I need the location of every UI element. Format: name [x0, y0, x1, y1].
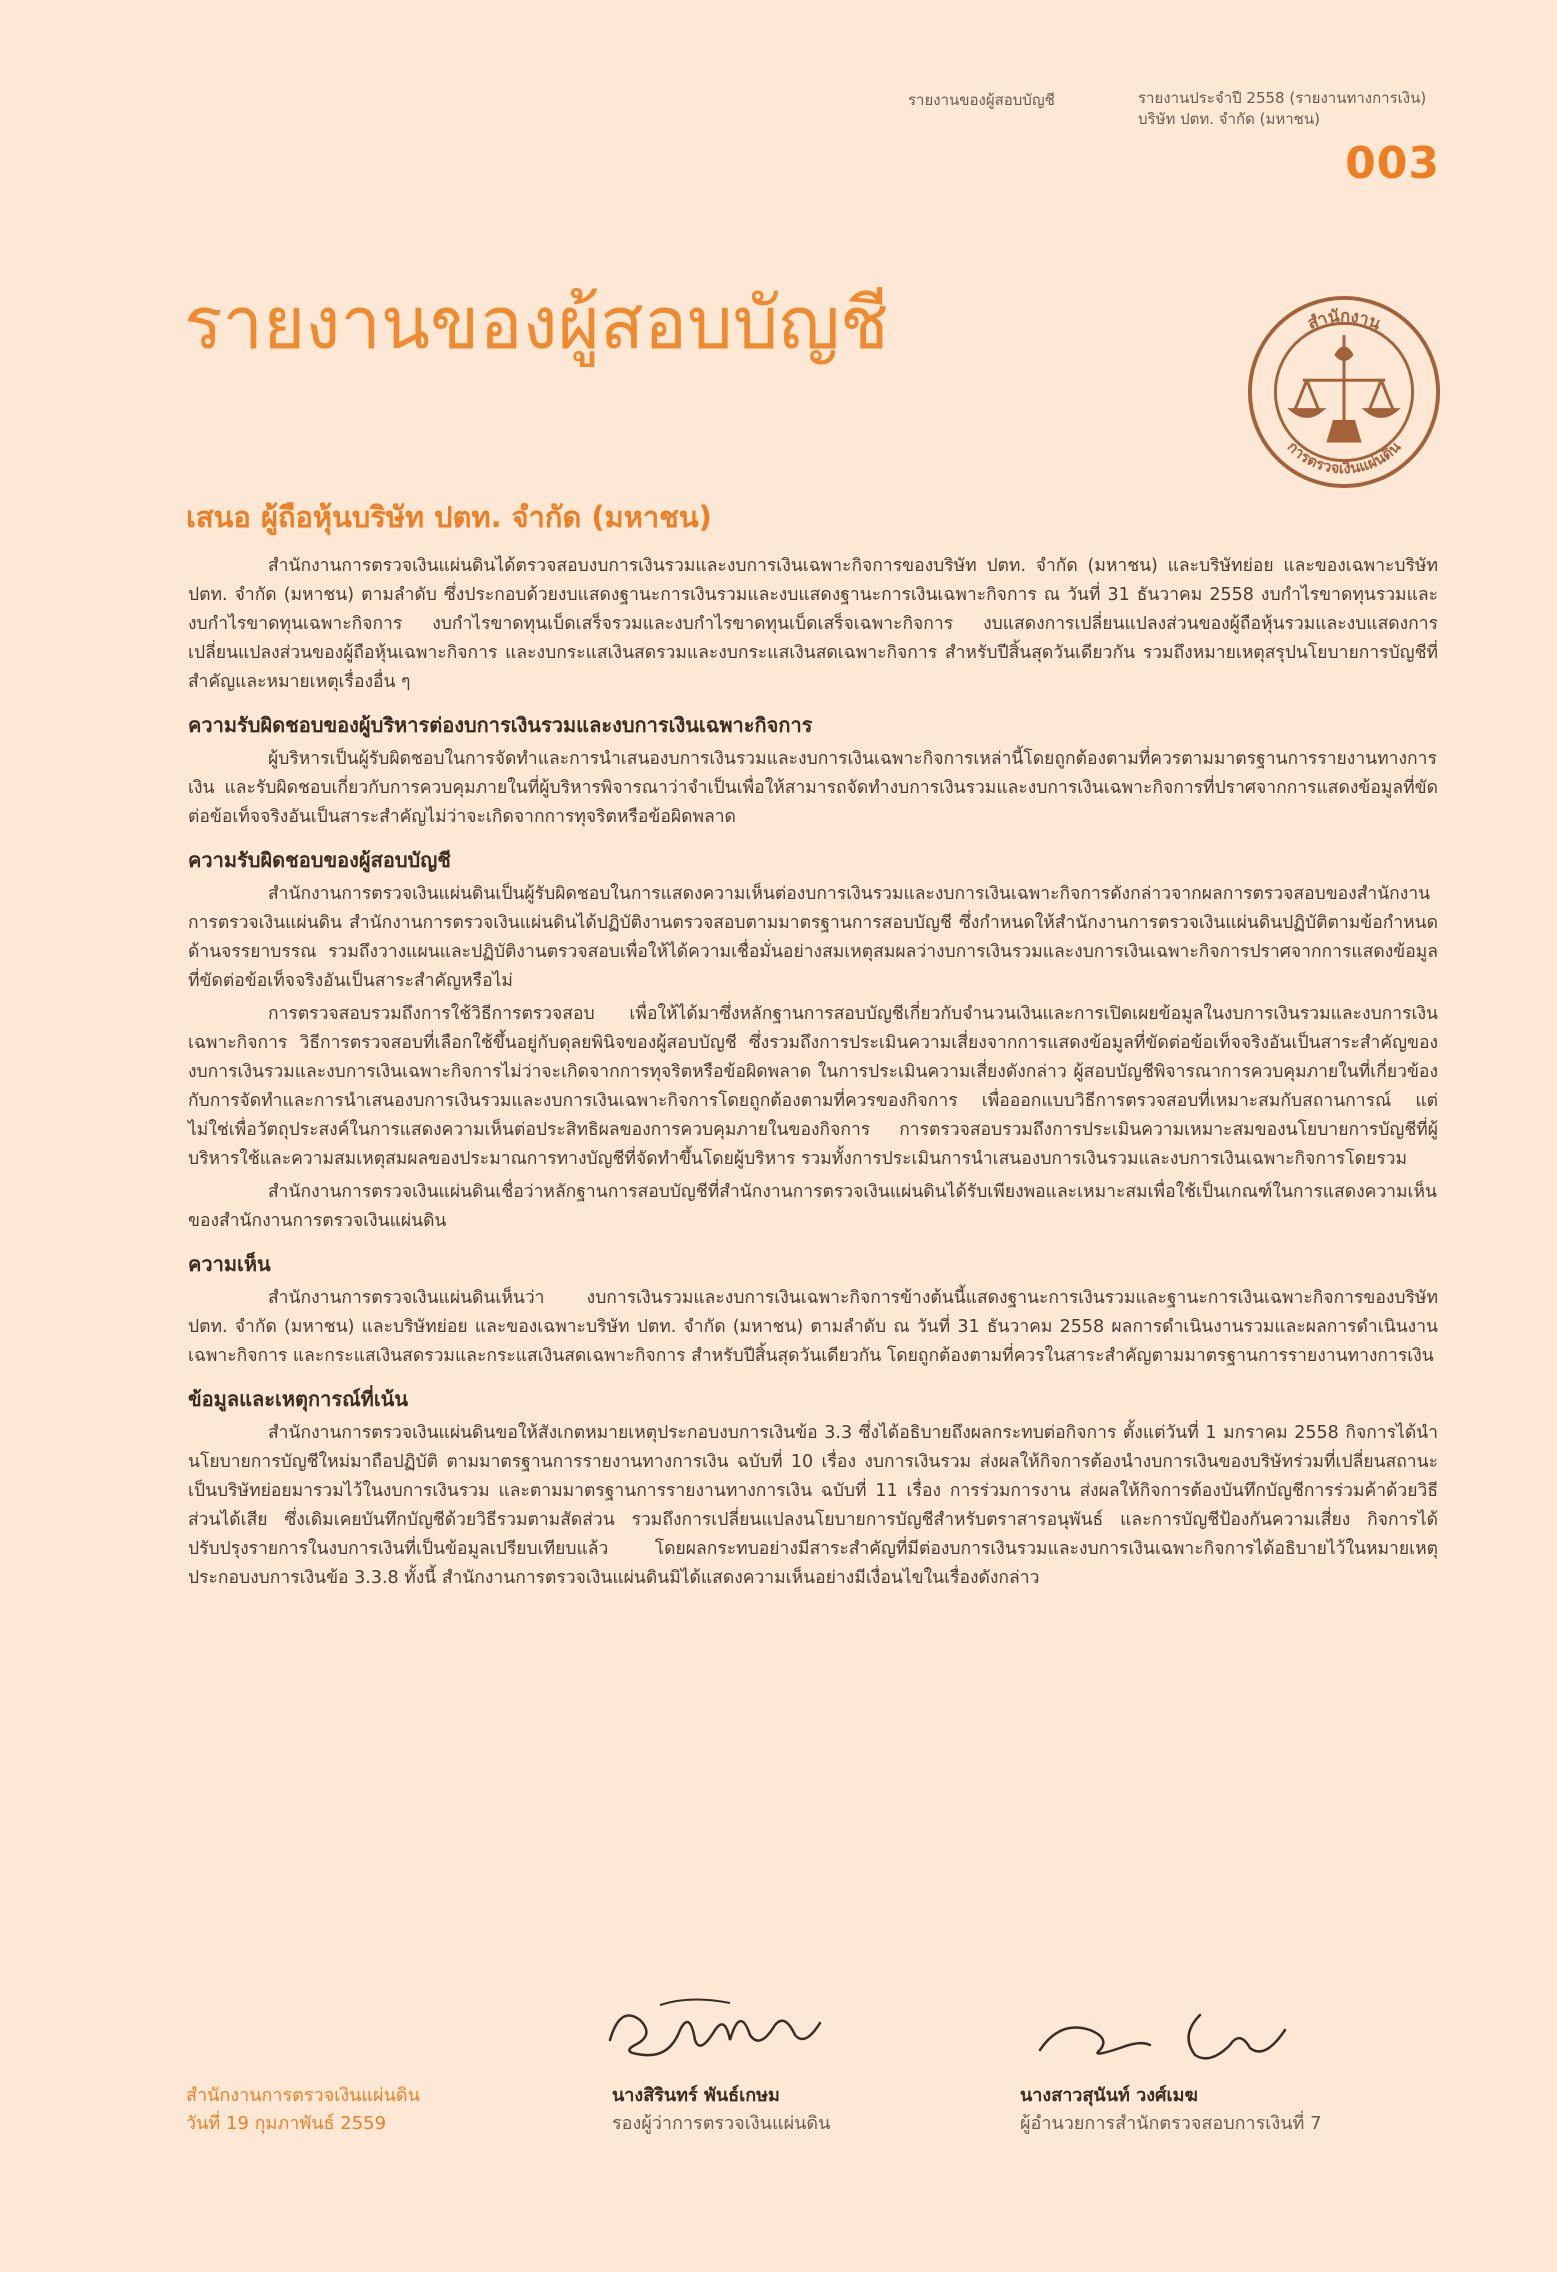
signer-2 — [1020, 2082, 1322, 2138]
footer-org-name: สำนักงานการตรวจเงินแผ่นดิน — [186, 2085, 420, 2106]
signer-2-name: นางสาวสุนันท์ วงศ์เมฆ — [1020, 2085, 1198, 2106]
intro-paragraph: สำนักงานการตรวจเงินแผ่นดินได้ตรวจสอบงบการเงินรวมและงบการเงินเฉพาะกิจการของบริษัท ปตท. จำกัด (มหาชน) และบริษัทย่อย และของเฉพาะบริษัท ปตท. จำกัด (มหาชน) ตามลำดับ ซึ่งประกอบด้วยงบแสดงฐานะการเงินรวมและงบแสดงฐานะการเงินเฉพาะกิจการ ณ วันที่ 31 ธันวาคม 2558 งบกำไรขาดทุนรวมและงบกำไรขาดทุนเฉพาะกิจการ งบกำไรขาดทุนเบ็ดเสร็จรวมและงบกำไรขาดทุนเบ็ดเสร็จเฉพาะกิจการ งบแสดงการเปลี่ยนแปลงส่วนของผู้ถือหุ้นรวมและงบแสดงการเปลี่ยนแปลงส่วนของผู้ถือหุ้นเฉพาะกิจการ และงบกระแสเงินสดรวมและงบกระแสเงินสดเฉพาะกิจการ สำหรับปีสิ้นสุดวันเดียวกัน รวมถึงหมายเหตุสรุปนโยบายการบัญชีที่สำคัญและหมายเหตุเรื่องอื่น ๆ — [188, 556, 1438, 692]
seal-text-bottom: การตรวจเงินแผ่นดิน — [1283, 438, 1405, 478]
signer-1-name: นางสิรินทร์ พันธ์เกษม — [612, 2085, 780, 2106]
section-heading-emphasis: ข้อมูลและเหตุการณ์ที่เน้น — [188, 1387, 409, 1411]
opinion-paragraph: สำนักงานการตรวจเงินแผ่นดินเห็นว่า งบการเงินรวมและงบการเงินเฉพาะกิจการข้างต้นนี้แสดงฐานะการเงินรวมและฐานะการเงินเฉพาะกิจการของบริษัท ปตท. จำกัด (มหาชน) และบริษัทย่อย และของเฉพาะบริษัท ปตท. จำกัด (มหาชน) ตามลำดับ ณ วันที่ 31 ธันวาคม 2558 ผลการดำเนินงานรวมและผลการดำเนินงานเฉพาะกิจการ และกระแสเงินสดรวมและกระแสเงินสดเฉพาะกิจการ สำหรับปีสิ้นสุดวันเดียวกัน โดยถูกต้องตามที่ควรในสาระสำคัญตามมาตรฐานการรายงานทางการเงิน — [188, 1288, 1438, 1366]
page-number: 003 — [1345, 138, 1440, 189]
seal-text-top: สำนักงาน — [1304, 306, 1384, 334]
section-heading-management: ความรับผิดชอบของผู้บริหารต่องบการเงินรวมและงบการเงินเฉพาะกิจการ — [188, 713, 813, 737]
footer-date: วันที่ 19 กุมภาพันธ์ 2559 — [186, 2113, 387, 2134]
report-body — [188, 552, 1438, 1607]
footer-organization — [186, 2082, 420, 2138]
signature-2-icon — [1030, 2000, 1300, 2070]
signer-2-position: ผู้อำนวยการสำนักตรวจสอบการเงินที่ 7 — [1020, 2113, 1322, 2134]
auditor-paragraph-3: สำนักงานการตรวจเงินแผ่นดินเชื่อว่าหลักฐานการสอบบัญชีที่สำนักงานการตรวจเงินแผ่นดินได้รับเพียงพอและเหมาะสมเพื่อใช้เป็นเกณฑ์ในการแสดงความเห็นของสำนักงานการตรวจเงินแผ่นดิน — [188, 1182, 1437, 1231]
header-report-title-line1: รายงานประจำปี 2558 (รายงานทางการเงิน) — [1138, 89, 1427, 107]
section-heading-opinion: ความเห็น — [188, 1252, 271, 1276]
page-title: รายงานของผู้สอบบัญชี — [184, 281, 889, 365]
header-company-name: บริษัท ปตท. จำกัด (มหาชน) — [1138, 110, 1320, 128]
addressee: เสนอ ผู้ถือหุ้นบริษัท ปตท. จำกัด (มหาชน) — [186, 500, 712, 534]
header-section-label: รายงานของผู้สอบบัญชี — [908, 91, 1055, 109]
management-paragraph: ผู้บริหารเป็นผู้รับผิดชอบในการจัดทำและการนำเสนองบการเงินรวมและงบการเงินเฉพาะกิจการเหล่านี้โดยถูกต้องตามที่ควรตามมาตรฐานการรายงานทางการเงิน และรับผิดชอบเกี่ยวกับการควบคุมภายในที่ผู้บริหารพิจารณาว่าจำเป็นเพื่อให้สามารถจัดทำงบการเงินรวมและงบการเงินเฉพาะกิจการที่ปราศจากการแสดงข้อมูลที่ขัดต่อข้อเท็จจริงอันเป็นสาระสำคัญไม่ว่าจะเกิดจากการทุจริตหรือข้อผิดพลาด — [188, 749, 1438, 827]
signature-1-icon — [600, 1985, 830, 2070]
svg-text:สำนักงาน — [1305, 306, 1384, 333]
header-report-title — [1138, 88, 1478, 130]
signer-1 — [612, 2082, 830, 2138]
section-heading-auditor: ความรับผิดชอบของผู้สอบบัญชี — [188, 848, 451, 872]
signer-1-position: รองผู้ว่าการตรวจเงินแผ่นดิน — [612, 2113, 831, 2134]
emphasis-paragraph: สำนักงานการตรวจเงินแผ่นดินขอให้สังเกตหมายเหตุประกอบงบการเงินข้อ 3.3 ซึ่งได้อธิบายถึงผลกระทบต่อกิจการ ตั้งแต่วันที่ 1 มกราคม 2558 กิจการได้นำนโยบายการบัญชีใหม่มาถือปฏิบัติ ตามมาตรฐานการรายงานทางการเงิน ฉบับที่ 10 เรื่อง งบการเงินรวม ส่งผลให้กิจการต้องนำงบการเงินของบริษัทร่วมที่เปลี่ยนสถานะเป็นบริษัทย่อยมารวมไว้ในงบการเงินรวม และตามมาตรฐานการรายงานทางการเงิน ฉบับที่ 11 เรื่อง การร่วมการงาน ส่งผลให้กิจการต้องบันทึกบัญชีการร่วมค้าด้วยวิธีส่วนได้เสีย ซึ่งเดิมเคยบันทึกบัญชีด้วยวิธีรวมตามสัดส่วน รวมถึงการเปลี่ยนแปลงนโยบายการบัญชีสำหรับตราสารอนุพันธ์ และการบัญชีป้องกันความเสี่ยง กิจการได้ปรับปรุงรายการในงบการเงินที่เป็นข้อมูลเปรียบเทียบแล้ว โดยผลกระทบอย่างมีสาระสำคัญที่มีต่องบการเงินรวมและงบการเงินเฉพาะกิจการได้อธิบายไว้ในหมายเหตุประกอบงบการเงินข้อ 3.3.8 ทั้งนี้ สำนักงานการตรวจเงินแผ่นดินมิได้แสดงความเห็นอย่างมีเงื่อนไขในเรื่องดังกล่าว — [188, 1423, 1438, 1588]
auditor-paragraph-1: สำนักงานการตรวจเงินแผ่นดินเป็นผู้รับผิดชอบในการแสดงความเห็นต่องบการเงินรวมและงบการเงินเฉพาะกิจการดังกล่าวจากผลการตรวจสอบของสำนักงานการตรวจเงินแผ่นดิน สำนักงานการตรวจเงินแผ่นดินได้ปฏิบัติงานตรวจสอบตามมาตรฐานการสอบบัญชี ซึ่งกำหนดให้สำนักงานการตรวจเงินแผ่นดินปฏิบัติตามข้อกำหนดด้านจรรยาบรรณ รวมถึงวางแผนและปฏิบัติงานตรวจสอบเพื่อให้ได้ความเชื่อมั่นอย่างสมเหตุสมผลว่างบการเงินรวมและงบการเงินเฉพาะกิจการปราศจากการแสดงข้อมูลที่ขัดต่อข้อเท็จจริงอันเป็นสาระสำคัญหรือไม่ — [188, 884, 1438, 991]
oag-seal-icon — [1246, 294, 1442, 490]
auditor-paragraph-2: การตรวจสอบรวมถึงการใช้วิธีการตรวจสอบ เพื่อให้ได้มาซึ่งหลักฐานการสอบบัญชีเกี่ยวกับจำนวนเงินและการเปิดเผยข้อมูลในงบการเงินรวมและงบการเงินเฉพาะกิจการ วิธีการตรวจสอบที่เลือกใช้ขึ้นอยู่กับดุลยพินิจของผู้สอบบัญชี ซึ่งรวมถึงการประเมินความเสี่ยงจากการแสดงข้อมูลที่ขัดต่อข้อเท็จจริงอันเป็นสาระสำคัญของงบการเงินรวมและงบการเงินเฉพาะกิจการไม่ว่าจะเกิดจากการทุจริตหรือข้อผิดพลาด ในการประเมินความเสี่ยงดังกล่าว ผู้สอบบัญชีพิจารณาการควบคุมภายในที่เกี่ยวข้องกับการจัดทำและการนำเสนองบการเงินรวมและงบการเงินเฉพาะกิจการโดยถูกต้องตามที่ควรของกิจการ เพื่อออกแบบวิธีการตรวจสอบที่เหมาะสมกับสถานการณ์ แต่ไม่ใช่เพื่อวัตถุประสงค์ในการแสดงความเห็นต่อประสิทธิผลของการควบคุมภายในของกิจการ การตรวจสอบรวมถึงการประเมินความเหมาะสมของนโยบายการบัญชีที่ผู้บริหารใช้และความสมเหตุสมผลของประมาณการทางบัญชีที่จัดทำขึ้นโดยผู้บริหาร รวมทั้งการประเมินการนำเสนองบการเงินรวมและงบการเงินเฉพาะกิจการโดยรวม — [188, 1004, 1438, 1169]
